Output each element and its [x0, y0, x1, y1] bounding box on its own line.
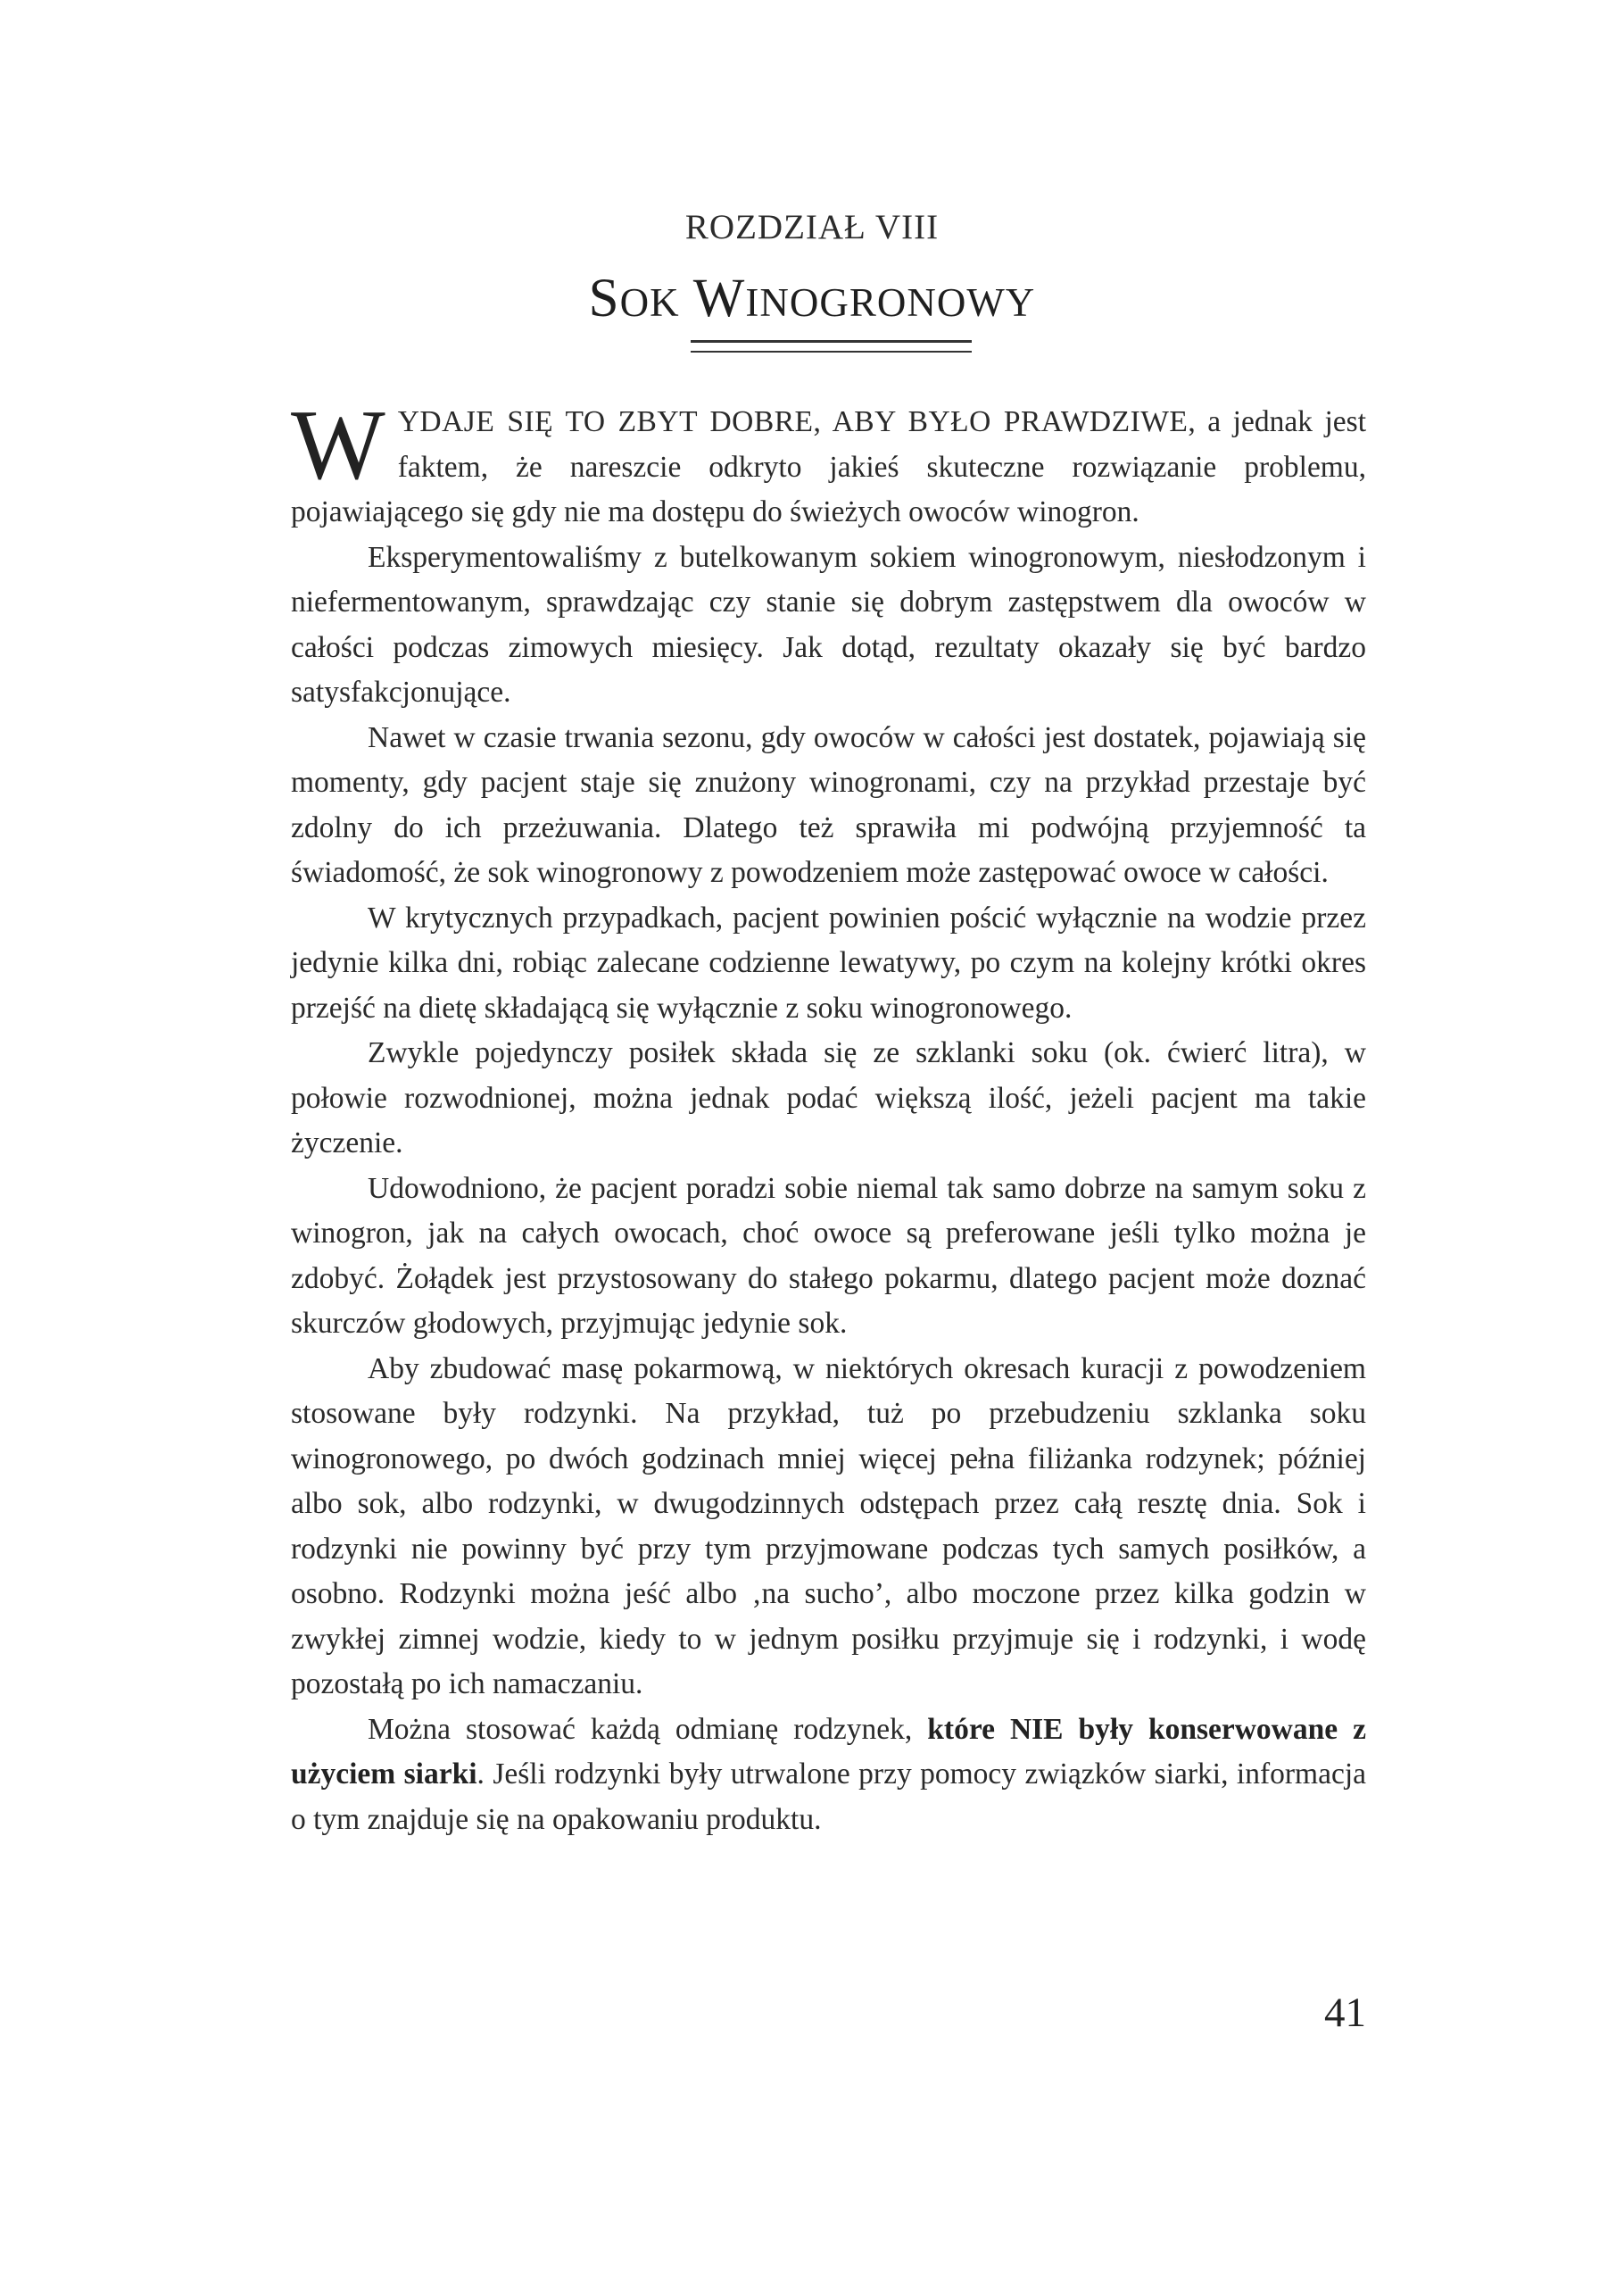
- sulfur-warning-bold: które NIE były konserwowane z użyciem siarki: [291, 1712, 1366, 1791]
- lead-in-caps: YDAJE SIĘ TO ZBYT DOBRE, ABY BYŁO PRAWDZIWE: [397, 405, 1189, 438]
- paragraph-8: [291, 1708, 1366, 1843]
- page-number: 41: [1324, 1990, 1366, 2036]
- paragraph-1: [291, 390, 1367, 536]
- paragraph-2: Eksperymentowaliśmy z butelkowanym sokiem winogronowym, niesłodzonym i niefermentowanym, sprawdzając czy stanie się dobrym zastępstwem dla owoców w całości podczas zimowych miesięcy. Jak dotąd, rezultaty okazały się być bardzo satysfakcjonujące.: [291, 540, 1366, 709]
- paragraph-7: Aby zbudować masę pokarmową, w niektórych okresach kuracji z powodzeniem stosowane były rodzynki. Na przykład, tuż po przebudzeniu szklanka soku winogronowego, po dwóch godzinach mniej więcej pełna filiżanka rodzynek; później albo sok, albo rodzynki, w dwugodzinnych odstępach przez całą resztę dnia. Sok i rodzynki nie powinny być przy tym przyjmowane podczas tych samych posiłków, a osobno. Rodzynki można jeść albo ‚na sucho’, albo moczone przez kilka godzin w zwykłej zimnej wodzie, kiedy to w jednym posiłku przyjmuje się i rodzynki, i wodę pozostałą po ich namaczaniu.: [291, 1351, 1366, 1700]
- paragraph-6: Udowodniono, że pacjent poradzi sobie niemal tak samo dobrze na samym soku z winogron, jak na całych owocach, choć owoce są preferowane jeśli tylko można je zdobyć. Żołądek jest przystosowany do stałego pokarmu, dlatego pacjent może doznać skurczów głodowych, przyjmując jedynie sok.: [291, 1171, 1366, 1340]
- title-rest-1: OK: [619, 280, 680, 325]
- drop-cap: W: [291, 390, 385, 501]
- title-double-rule: [691, 340, 972, 353]
- title-cap-2: W: [692, 269, 746, 328]
- title-rest-2: INOGRONOWY: [745, 280, 1036, 325]
- paragraph-8-text-b: . Jeśli rodzynki były utrwalone przy pomocy związków siarki, informacja o tym znajduje się na opakowaniu produktu.: [291, 1757, 1366, 1836]
- paragraph-1-text: , a jednak jest faktem, że nareszcie odkryto jakieś skuteczne rozwiązanie problemu, pojawiającego się gdy nie ma dostępu do świeżych owoców winogron.: [291, 405, 1367, 528]
- paragraph-5: Zwykle pojedynczy posiłek składa się ze szklanki soku (ok. ćwierć litra), w połowie rozwodnionej, można jednak podać większą ilość, jeżeli pacjent ma takie życzenie.: [291, 1036, 1366, 1159]
- title-cap-1: S: [588, 269, 620, 328]
- chapter-label: ROZDZIAŁ VIII: [684, 208, 940, 246]
- chapter-title: [0, 268, 1624, 330]
- paragraph-4: W krytycznych przypadkach, pacjent powinien pościć wyłącznie na wodzie przez jedynie kilka dni, robiąc zalecane codzienne lewatywy, po czym na kolejny krótki okres przejść na dietę składającą się wyłącznie z soku winogronowego.: [291, 901, 1366, 1025]
- paragraph-8-text-a: Można stosować każdą odmianę rodzynek,: [368, 1712, 928, 1746]
- chapter-body: [291, 390, 1367, 1842]
- paragraph-3: Nawet w czasie trwania sezonu, gdy owoców w całości jest dostatek, pojawiają się momenty, gdy pacjent staje się znużony winogronami, czy na przykład przestaje być zdolny do ich przeżuwania. Dlatego też sprawiła mi podwójną przyjemność ta świadomość, że sok winogronowy z powodzeniem może zastępować owoce w całości.: [291, 720, 1366, 889]
